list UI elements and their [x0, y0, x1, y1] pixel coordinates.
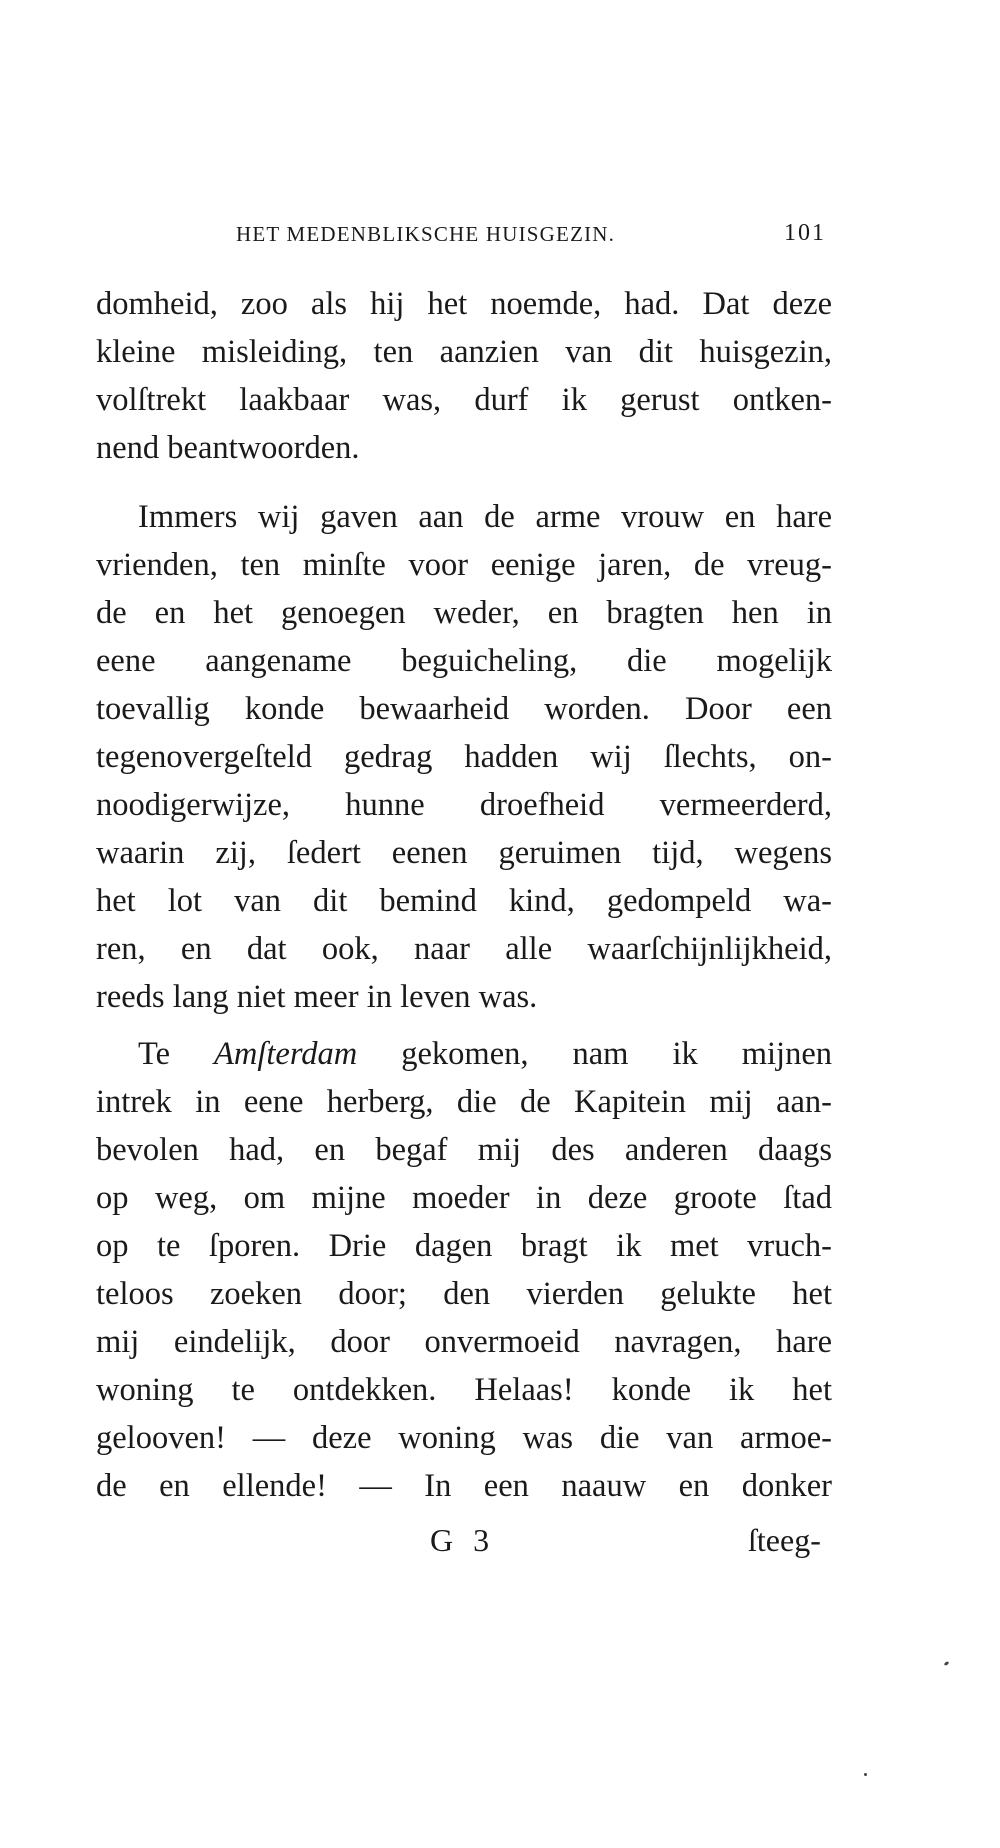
paragraph-3 — [96, 1030, 832, 1510]
text-line: de en ellende! — In een naauw en donker — [96, 1468, 832, 1504]
text-line-first — [96, 1030, 832, 1078]
text-line: het lot van dit bemind kind, gedompeld wa- — [96, 883, 832, 919]
text-line: bevolen had, en begaf mij des anderen daags — [96, 1132, 832, 1168]
place-name-italic: Amſterdam — [214, 1036, 358, 1072]
text-line: gelooven! — deze woning was die van armoe- — [96, 1420, 832, 1456]
text-line: nend beantwoorden. — [96, 430, 360, 466]
text-line: tegenovergeſteld gedrag hadden wij ſlechts, on- — [96, 739, 832, 775]
text-line: op weg, om mijne moeder in deze groote ſtad — [96, 1180, 832, 1216]
page-number: 101 — [784, 220, 826, 246]
paragraph-2 — [96, 493, 832, 1021]
text-line: eene aangename beguicheling, die mogelijk — [96, 643, 832, 679]
text-line: intrek in eene herberg, die de Kapitein mij aan- — [96, 1084, 832, 1120]
line-prefix: Te — [138, 1036, 171, 1072]
text-line: de en het genoegen weder, en bragten hen in — [96, 595, 832, 631]
text-line: mij eindelijk, door onvermoeid navragen, hare — [96, 1324, 832, 1360]
text-line: volſtrekt laakbaar was, durf ik gerust ontken- — [96, 382, 832, 418]
text-line: noodigerwijze, hunne droefheid vermeerderd, — [96, 787, 832, 823]
signature-mark: G 3 — [430, 1522, 496, 1558]
line-suffix: gekomen, nam ik mijnen — [401, 1036, 832, 1072]
text-line: toevallig konde bewaarheid worden. Door een — [96, 691, 832, 727]
text-line: kleine misleiding, ten aanzien van dit huisgezin, — [96, 334, 832, 370]
catchword: ſteeg- — [748, 1522, 821, 1558]
text-line: woning te ontdekken. Helaas! konde ik het — [96, 1372, 832, 1408]
text-line: op te ſporen. Drie dagen bragt ik met vruch- — [96, 1228, 832, 1264]
paragraph-1 — [96, 280, 832, 472]
text-line: domheid, zoo als hij het noemde, had. Dat deze — [96, 286, 832, 322]
text-line: Immers wij gaven aan de arme vrouw en hare — [138, 499, 832, 535]
text-line: ren, en dat ook, naar alle waarſchijnlijkheid, — [96, 931, 832, 967]
ink-speck — [944, 1661, 950, 1666]
text-line: vrienden, ten minſte voor eenige jaren, de vreug- — [96, 547, 832, 583]
text-line: reeds lang niet meer in leven was. — [96, 979, 538, 1015]
running-title: HET MEDENBLIKSCHE HUISGEZIN. — [236, 222, 616, 246]
text-line: waarin zij, ſedert eenen geruimen tijd, wegens — [96, 835, 832, 871]
ink-speck — [864, 1773, 867, 1776]
text-line: teloos zoeken door; den vierden gelukte het — [96, 1276, 832, 1312]
